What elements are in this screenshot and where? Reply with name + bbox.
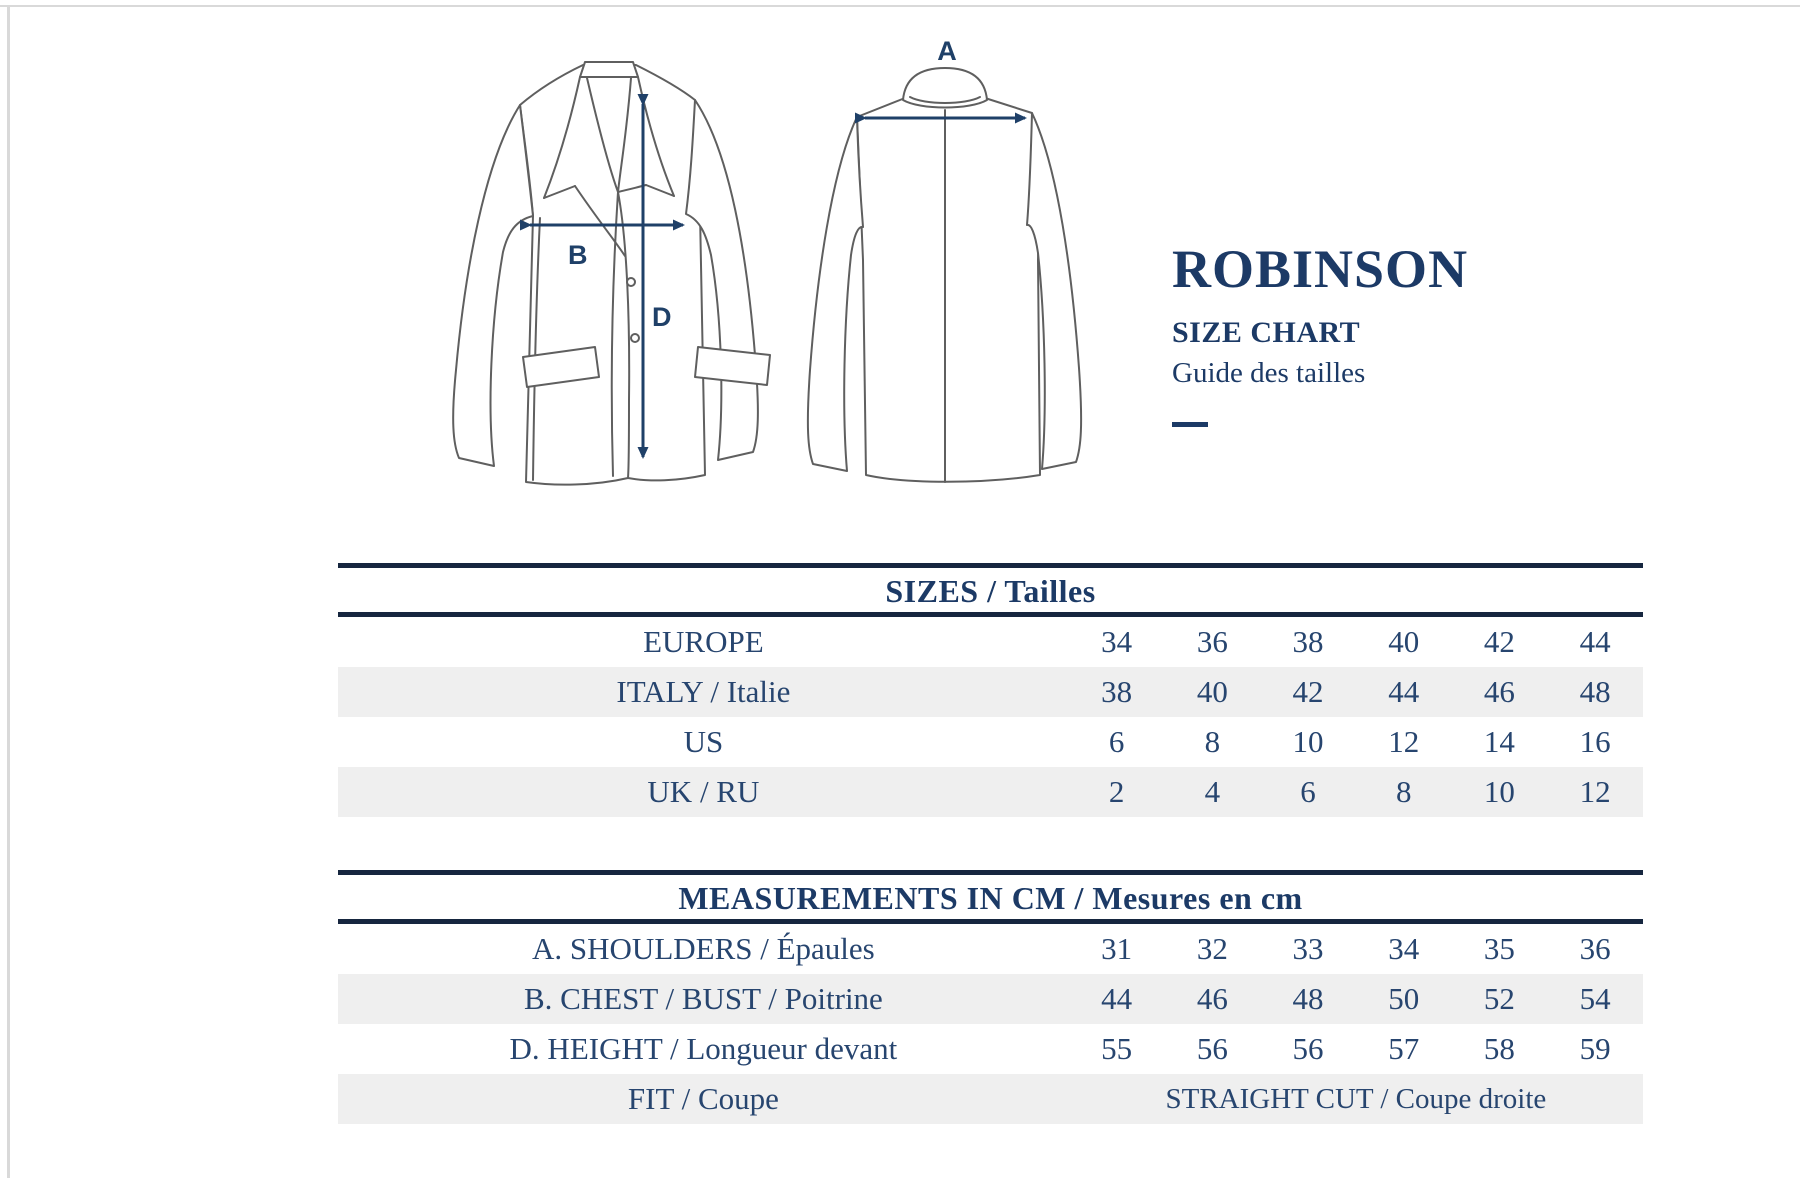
row-value: 55	[1101, 1031, 1133, 1066]
row-value: 44	[1101, 981, 1133, 1016]
row-value: 6	[1108, 724, 1125, 759]
row-value: 46	[1483, 674, 1515, 709]
page-frame-left	[7, 5, 10, 1178]
row-value: 36	[1579, 931, 1611, 966]
sizes-table	[338, 563, 1643, 817]
table-row	[338, 974, 1643, 1024]
back-jacket-sketch	[808, 68, 1081, 482]
row-value: 31	[1101, 931, 1133, 966]
row-span-value: STRAIGHT CUT / Coupe droite	[1165, 1083, 1547, 1115]
row-value: 44	[1579, 624, 1611, 659]
arrow-label-d: D	[652, 302, 672, 332]
row-value: 54	[1579, 981, 1611, 1016]
row-value: 42	[1292, 674, 1324, 709]
table-row	[338, 717, 1643, 767]
row-value: 8	[1204, 724, 1221, 759]
arrow-label-a: A	[937, 36, 957, 66]
row-value: 42	[1483, 624, 1515, 659]
row-label: FIT / Coupe	[627, 1081, 779, 1116]
row-value: 12	[1388, 724, 1420, 759]
front-right-pocket	[695, 347, 770, 385]
row-value: 12	[1579, 774, 1611, 809]
page-subtitle-fr: Guide des tailles	[1172, 357, 1366, 389]
arrow-label-b: B	[568, 240, 588, 270]
jacket-diagrams	[380, 20, 1140, 520]
table-row	[338, 667, 1643, 717]
row-value: 33	[1292, 931, 1324, 966]
row-value: 48	[1579, 674, 1611, 709]
table-row	[338, 1024, 1643, 1074]
table-row	[338, 924, 1643, 974]
table-row	[338, 1074, 1643, 1124]
front-button	[631, 334, 639, 342]
measurements-table-body	[338, 924, 1643, 1124]
row-label: ITALY / Italie	[616, 674, 791, 709]
row-label: A. SHOULDERS / Épaules	[532, 931, 875, 966]
row-label: D. HEIGHT / Longueur devant	[509, 1031, 898, 1066]
row-value: 40	[1196, 674, 1228, 709]
page-frame-top	[0, 5, 1800, 7]
row-value: 2	[1108, 774, 1125, 809]
row-label: EUROPE	[643, 624, 764, 659]
row-value: 8	[1395, 774, 1412, 809]
measurements-table	[338, 870, 1643, 1124]
row-label: UK / RU	[647, 774, 760, 809]
row-value: 56	[1292, 1031, 1324, 1066]
row-value: 40	[1388, 624, 1420, 659]
row-value: 56	[1196, 1031, 1228, 1066]
row-value: 16	[1579, 724, 1611, 759]
title-block	[1172, 238, 1652, 427]
row-value: 52	[1483, 981, 1515, 1016]
row-value: 34	[1101, 624, 1133, 659]
row-value: 4	[1204, 774, 1221, 809]
row-value: 36	[1196, 624, 1228, 659]
table-row	[338, 767, 1643, 817]
row-value: 57	[1388, 1031, 1420, 1066]
row-value: 48	[1292, 981, 1324, 1016]
front-button	[627, 278, 635, 286]
page-title: ROBINSON	[1172, 239, 1469, 299]
row-value: 6	[1300, 774, 1316, 809]
row-value: 50	[1388, 981, 1420, 1016]
row-value: 34	[1388, 931, 1420, 966]
title-dash	[1172, 422, 1208, 427]
front-jacket-sketch	[453, 62, 770, 485]
sizes-table-header: SIZES / Tailles	[338, 568, 1643, 617]
row-value: 58	[1483, 1031, 1515, 1066]
row-label: US	[683, 724, 724, 759]
row-value: 46	[1196, 981, 1228, 1016]
table-row	[338, 617, 1643, 667]
row-value: 38	[1101, 674, 1133, 709]
row-value: 32	[1196, 931, 1228, 966]
row-value: 35	[1483, 931, 1515, 966]
row-value: 10	[1483, 774, 1515, 809]
row-value: 59	[1579, 1031, 1611, 1066]
row-value: 14	[1483, 724, 1515, 759]
row-label: B. CHEST / BUST / Poitrine	[523, 981, 883, 1016]
row-value: 38	[1292, 624, 1324, 659]
page-subtitle: SIZE CHART	[1172, 316, 1361, 349]
measurements-table-header: MEASUREMENTS IN CM / Mesures en cm	[338, 875, 1643, 924]
sizes-table-body	[338, 617, 1643, 817]
row-value: 10	[1292, 724, 1324, 759]
row-value: 44	[1388, 674, 1420, 709]
